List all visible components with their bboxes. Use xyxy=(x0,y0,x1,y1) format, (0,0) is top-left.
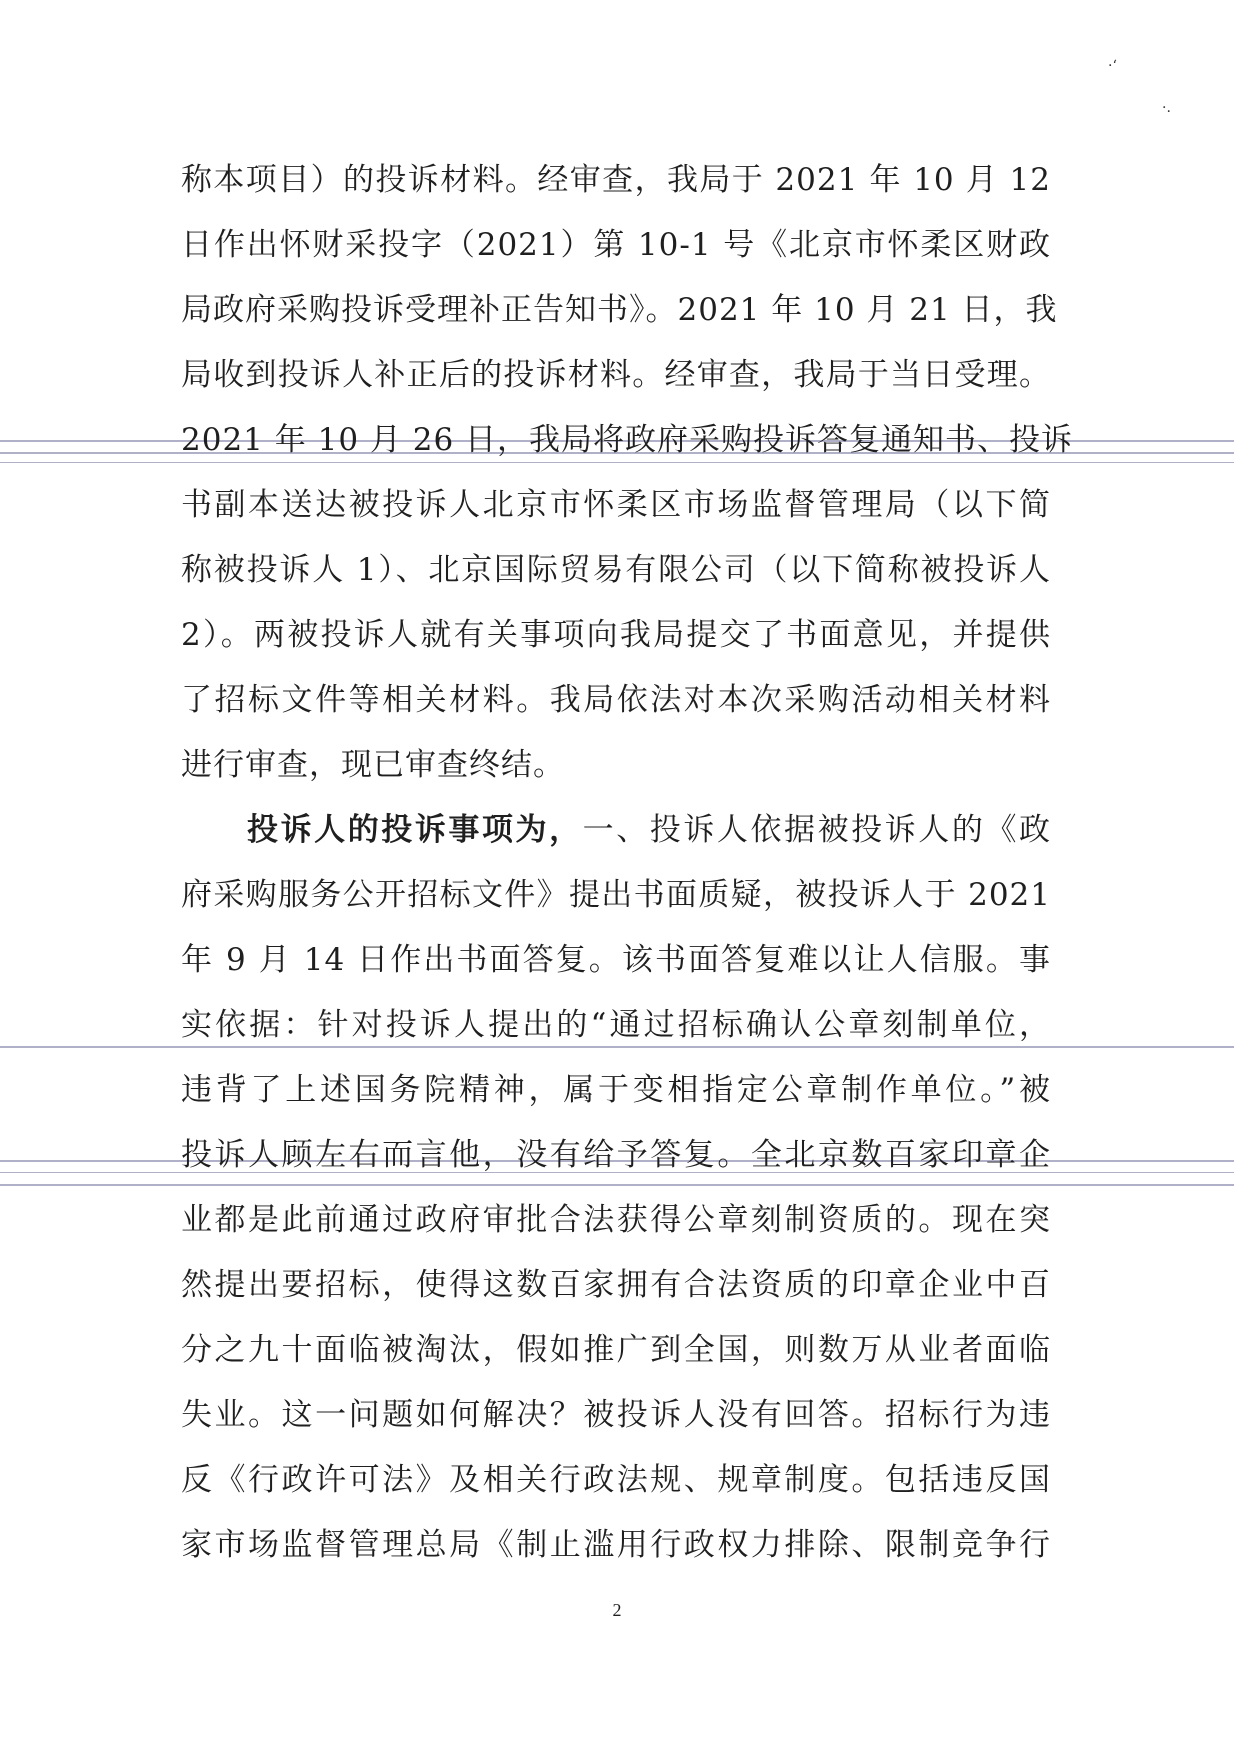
paragraph-line: 2）。两被投诉人就有关事项向我局提交了书面意见，并提供 xyxy=(181,617,1051,653)
paragraph-line: 然提出要招标，使得这数百家拥有合法资质的印章企业中百 xyxy=(181,1267,1051,1303)
paragraph-line: 业都是此前通过政府审批合法获得公章刻制资质的。现在突 xyxy=(181,1202,1051,1238)
paragraph-text: 一、投诉人依据被投诉人的《政 xyxy=(582,812,1052,848)
paragraph-line: 分之九十面临被淘汰，假如推广到全国，则数万从业者面临 xyxy=(181,1332,1051,1368)
paragraph-line: 书副本送达被投诉人北京市怀柔区市场监督管理局（以下简 xyxy=(181,487,1051,523)
paragraph-line: 局收到投诉人补正后的投诉材料。经审查，我局于当日受理。 xyxy=(181,357,1051,393)
paragraph-line: 实依据：针对投诉人提出的“通过招标确认公章刻制单位， xyxy=(181,1007,1051,1043)
paragraph-line: 2021 年 10 月 26 日，我局将政府采购投诉答复通知书、投诉 xyxy=(181,422,1074,458)
paragraph-line: 称被投诉人 1）、北京国际贸易有限公司（以下简称被投诉人 xyxy=(181,552,1051,588)
paragraph-line: 家市场监督管理总局《制止滥用行政权力排除、限制竞争行 xyxy=(181,1527,1051,1563)
paragraph-line: 失业。这一问题如何解决？被投诉人没有回答。招标行为违 xyxy=(181,1397,1051,1433)
paragraph-line: 了招标文件等相关材料。我局依法对本次采购活动相关材料 xyxy=(181,682,1051,718)
paragraph-line: 局政府采购投诉受理补正告知书》。2021 年 10 月 21 日，我 xyxy=(181,292,1058,328)
paragraph-line: 进行审查，现已审查终结。 xyxy=(181,747,565,783)
paragraph-line: 违背了上述国务院精神，属于变相指定公章制作单位。”被 xyxy=(181,1072,1051,1108)
paragraph-line: 日作出怀财采投字（2021）第 10-1 号《北京市怀柔区财政 xyxy=(181,227,1051,263)
paragraph-line: 府采购服务公开招标文件》提出书面质疑，被投诉人于 2021 xyxy=(181,877,1051,913)
complaint-heading: 投诉人的投诉事项为， xyxy=(247,812,583,848)
paragraph-line: 投诉人顾左右而言他，没有给予答复。全北京数百家印章企 xyxy=(181,1137,1051,1173)
paragraph-line: 称本项目）的投诉材料。经审查，我局于 2021 年 10 月 12 xyxy=(181,162,1051,198)
paragraph-first-line xyxy=(181,798,1051,863)
scan-speck: ·‘ xyxy=(1108,58,1117,74)
page-number: 2 xyxy=(612,1600,622,1620)
scan-speck: ·. xyxy=(1162,100,1171,116)
paragraph-line: 年 9 月 14 日作出书面答复。该书面答复难以让人信服。事 xyxy=(181,942,1051,978)
paragraph-line: 反《行政许可法》及相关行政法规、规章制度。包括违反国 xyxy=(181,1462,1051,1498)
document-body xyxy=(181,148,1074,1578)
